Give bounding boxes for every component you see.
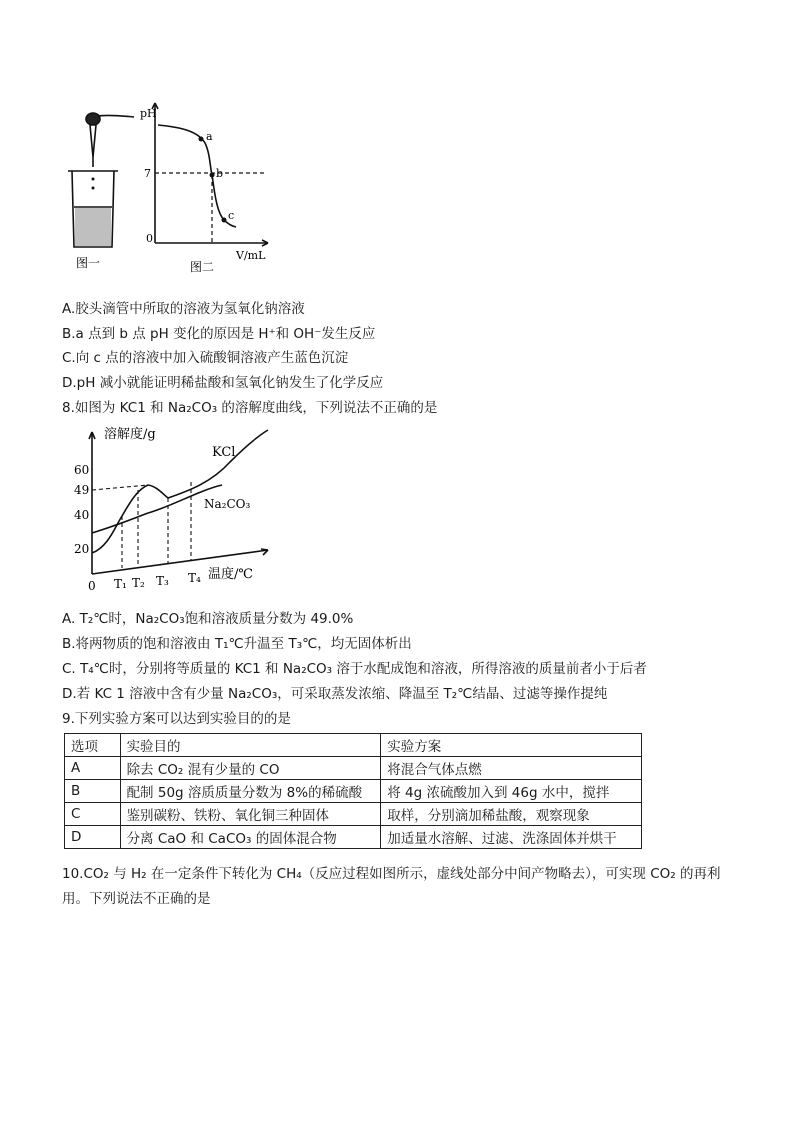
point-a-label: a: [206, 130, 213, 143]
beaker-liquid: [75, 178, 111, 247]
cell-option: B: [65, 780, 121, 803]
ph-origin-label: 0: [146, 232, 153, 245]
cell-purpose: 鉴别碳粉、铁粉、氧化铜三种固体: [120, 803, 381, 826]
x-tick-t4: T₄: [188, 571, 201, 585]
cell-option: A: [65, 757, 121, 780]
solubility-chart: [70, 422, 290, 598]
x-tick-t3: T₃: [156, 574, 169, 588]
y-tick-49: 49: [74, 483, 90, 497]
cell-option: D: [65, 826, 121, 849]
table-row: [65, 757, 642, 780]
table-row: [65, 803, 642, 826]
q8-stem: 8.如图为 KC1 和 Na₂CO₃ 的溶解度曲线，下列说法不正确的是: [62, 400, 438, 416]
cell-option: C: [65, 803, 121, 826]
ph-axis-label: pH: [140, 107, 157, 120]
cell-plan: 将 4g 浓硫酸加入到 46g 水中，搅拌: [381, 780, 642, 803]
q9-stem: 9.下列实验方案可以达到实验目的的是: [62, 711, 291, 727]
q10-stem-line2: 用。下列说法不正确的是: [62, 891, 211, 907]
kcl-curve: [92, 430, 268, 553]
cell-plan: 取样，分别滴加稀盐酸，观察现象: [381, 803, 642, 826]
sol-y-label: 溶解度/g: [104, 427, 156, 442]
q7-figure: [60, 95, 280, 275]
point-c: [222, 218, 227, 223]
cell-purpose: 分离 CaO 和 CaCO₃ 的固体混合物: [120, 826, 381, 849]
y-tick-40: 40: [74, 508, 90, 522]
q8-option-d: D.若 KC 1 溶液中含有少量 Na₂CO₃，可采取蒸发浓缩、降温至 T₂℃结晶、过滤等操作提纯: [62, 686, 608, 702]
y-tick-20: 20: [74, 542, 90, 556]
q8-option-b: B.将两物质的饱和溶液由 T₁℃升温至 T₃℃，均无固体析出: [62, 636, 412, 652]
q9-table: [64, 733, 642, 849]
na2co3-label: Na₂CO₃: [204, 497, 251, 511]
fig2-label: 图二: [190, 260, 215, 274]
x-tick-t1: T₁: [114, 577, 127, 591]
na2co3-curve: [92, 485, 222, 533]
point-b: [210, 173, 215, 178]
volume-axis-label: V/mL: [236, 249, 266, 262]
ph-seven-label: 7: [144, 167, 151, 180]
q10-stem-line1: 10.CO₂ 与 H₂ 在一定条件下转化为 CH₄（反应过程如图所示，虚线处部分中间产物略去），可实现 CO₂ 的再利: [62, 866, 721, 882]
q8-option-c: C. T₄℃时，分别将等质量的 KC1 和 Na₂CO₃ 溶于水配成饱和溶液，所得溶液的质量前者小于后者: [62, 661, 647, 677]
table-header-row: [65, 734, 642, 757]
sol-x-label: 温度/℃: [208, 567, 253, 582]
q7-option-b: B.a 点到 b 点 pH 变化的原因是 H⁺和 OH⁻发生反应: [62, 326, 376, 342]
q7-option-a: A.胶头滴管中所取的溶液为氢氧化钠溶液: [62, 301, 305, 317]
cell-plan: 加适量水溶解、过滤、洗涤固体并烘干: [381, 826, 642, 849]
point-b-label: b: [216, 167, 224, 180]
header-purpose: 实验目的: [120, 734, 381, 757]
q8-option-a: A. T₂℃时，Na₂CO₃饱和溶液质量分数为 49.0%: [62, 611, 354, 627]
fig1-label: 图一: [76, 256, 101, 270]
ph-curve: [158, 125, 236, 227]
point-a: [199, 137, 204, 142]
point-c-label: c: [228, 209, 235, 222]
table-row: [65, 780, 642, 803]
header-plan: 实验方案: [381, 734, 642, 757]
cell-purpose: 除去 CO₂ 混有少量的 CO: [120, 757, 381, 780]
cell-purpose: 配制 50g 溶质质量分数为 8%的稀硫酸: [120, 780, 381, 803]
x-tick-t2: T₂: [132, 576, 145, 590]
kcl-label: KCl: [212, 445, 236, 460]
origin-label: 0: [88, 579, 96, 593]
q7-option-d: D.pH 减小就能证明稀盐酸和氢氧化钠发生了化学反应: [62, 375, 384, 391]
header-option: 选项: [65, 734, 121, 757]
q7-option-c: C.向 c 点的溶液中加入硫酸铜溶液产生蓝色沉淀: [62, 350, 349, 366]
table-row: [65, 826, 642, 849]
cell-plan: 将混合气体点燃: [381, 757, 642, 780]
y-tick-60: 60: [74, 463, 90, 477]
